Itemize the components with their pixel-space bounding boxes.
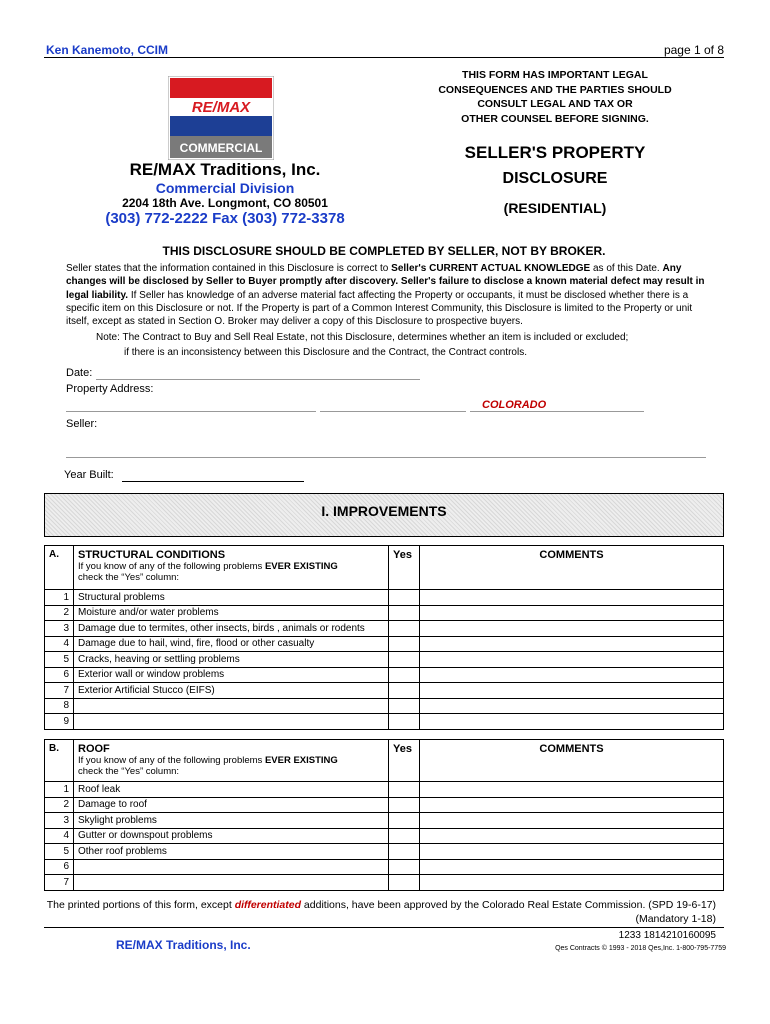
row-item [74,859,389,875]
yes-checkbox-cell[interactable] [389,621,420,637]
row-number: 1 [45,590,74,606]
yes-checkbox-cell[interactable] [389,859,420,875]
table-row [45,828,724,844]
table-row [45,844,724,860]
row-item [74,875,389,891]
table-row [45,782,724,798]
comments-cell[interactable] [420,605,724,621]
table-row [45,590,724,606]
comments-cell[interactable] [420,667,724,683]
comments-cell[interactable] [420,698,724,714]
table-row [45,813,724,829]
row-item: Structural problems [74,590,389,606]
agent-name: Ken Kanemoto, CCIM [46,43,169,57]
seller-label: Seller: [66,418,98,430]
comments-cell[interactable] [420,875,724,891]
date-field[interactable] [96,379,420,380]
row-number: 5 [45,844,74,860]
disclosure-heading: THIS DISCLOSURE SHOULD BE COMPLETED BY SELLER, NOT BY BROKER. [162,244,606,258]
row-item: Skylight problems [74,813,389,829]
yes-checkbox-cell[interactable] [389,875,420,891]
row-item: Damage to roof [74,797,389,813]
row-item: Gutter or downspout problems [74,828,389,844]
yes-checkbox-cell[interactable] [389,652,420,668]
yes-checkbox-cell[interactable] [389,683,420,699]
table-row [45,875,724,891]
row-number: 6 [45,667,74,683]
comments-column-header: COMMENTS [420,740,724,782]
copyright: Qes Contracts © 1993 - 2018 Qes,Inc. 1-800-795-7759 [555,945,726,952]
yes-checkbox-cell[interactable] [389,636,420,652]
row-number: 7 [45,875,74,891]
section-a-table [44,545,724,730]
form-id: 1233 1814210160095 [618,930,716,941]
yes-checkbox-cell[interactable] [389,714,420,730]
state-value: COLORADO [482,399,547,411]
yes-checkbox-cell[interactable] [389,828,420,844]
address-city-field[interactable] [320,411,466,412]
page-number: page 1 of 8 [663,43,724,57]
form-title: SELLER'S PROPERTY [464,143,646,162]
yes-checkbox-cell[interactable] [389,844,420,860]
comments-cell[interactable] [420,859,724,875]
row-item [74,698,389,714]
remax-commercial-logo [168,76,274,160]
row-number: 4 [45,636,74,652]
contract-note: Note: The Contract to Buy and Sell Real Estate, not this Disclosure, determines whether an item is included or excluded; if there is an inconsistency between this Disclosure and the Contract, the Contract controls. [96,332,629,358]
row-number: 4 [45,828,74,844]
row-item: Moisture and/or water problems [74,605,389,621]
comments-cell[interactable] [420,828,724,844]
table-row [45,667,724,683]
row-item: Exterior wall or window problems [74,667,389,683]
table-row [45,859,724,875]
header-divider [44,57,724,58]
comments-cell[interactable] [420,652,724,668]
property-address-label: Property Address: [66,383,154,395]
date-label: Date: [66,367,93,379]
row-item: Damage due to termites, other insects, birds , animals or rodents [74,621,389,637]
comments-column-header: COMMENTS [420,546,724,590]
row-number: 5 [45,652,74,668]
row-number: 3 [45,813,74,829]
year-built-field[interactable] [122,481,304,482]
row-number: 3 [45,621,74,637]
form-subtitle: (RESIDENTIAL) [503,200,607,216]
section-letter: A. [45,546,74,590]
comments-cell[interactable] [420,797,724,813]
yes-checkbox-cell[interactable] [389,813,420,829]
row-item: Exterior Artificial Stucco (EIFS) [74,683,389,699]
row-number: 6 [45,859,74,875]
row-item: Roof leak [74,782,389,798]
row-item: Cracks, heaving or settling problems [74,652,389,668]
comments-cell[interactable] [420,621,724,637]
approval-footer: The printed portions of this form, except differentiated additions, have been approved by the Colorado Real Estate Commission. (SPD 19-6-17) (Mandatory 1-18) [46,899,716,925]
improvements-banner: I. IMPROVEMENTS [44,493,724,537]
comments-cell[interactable] [420,683,724,699]
row-number: 1 [45,782,74,798]
yes-checkbox-cell[interactable] [389,782,420,798]
row-number: 2 [45,797,74,813]
section-b-table [44,739,724,891]
row-item: Damage due to hail, wind, fire, flood or other casualty [74,636,389,652]
row-number: 2 [45,605,74,621]
yes-checkbox-cell[interactable] [389,698,420,714]
table-row [45,683,724,699]
table-row [45,605,724,621]
legal-warning: THIS FORM HAS IMPORTANT LEGAL CONSEQUENCES AND THE PARTIES SHOULD CONSULT LEGAL AND TAX OR OTHER COUNSEL BEFORE SIGNING. [438,69,672,125]
row-item [74,714,389,730]
table-row [45,714,724,730]
section-letter: B. [45,740,74,782]
comments-cell[interactable] [420,714,724,730]
row-number: 7 [45,683,74,699]
table-row [45,698,724,714]
seller-field[interactable] [66,457,706,458]
yes-column-header: Yes [389,740,420,782]
section-header: ROOF If you know of any of the following problems EVER EXISTING check the “Yes” column: [74,740,389,782]
comments-cell[interactable] [420,844,724,860]
disclosure-paragraph: Seller states that the information contained in this Disclosure is correct to Seller's CURRENT ACTUAL KNOWLEDGE as of this Date. Any changes will be disclosed by Seller to Buyer promptly after discovery. Seller's failure to disclose a known material defect may result in legal liability. If Seller has knowledge of an adverse material fact affecting the Property or occupants, it must be disclosed whether there is a specific item on this Disclosure or not. If the Property is part of a Common Interest Community, this Disclosure is limited to the Property or unit itself, except as stated in Section O. Broker may deliver a copy of this Disclosure to prospective buyers. [66,263,705,328]
yes-column-header: Yes [389,546,420,590]
row-item: Other roof problems [74,844,389,860]
yes-checkbox-cell[interactable] [389,605,420,621]
comments-cell[interactable] [420,813,724,829]
svg-text:COMMERCIAL: COMMERCIAL [179,141,263,155]
year-built-label: Year Built: [64,469,114,481]
section-header: STRUCTURAL CONDITIONS If you know of any of the following problems EVER EXISTING check the “Yes” column: [74,546,389,590]
comments-cell[interactable] [420,636,724,652]
comments-cell[interactable] [420,590,724,606]
row-number: 8 [45,698,74,714]
row-number: 9 [45,714,74,730]
table-row [45,652,724,668]
address-state-field[interactable] [470,411,644,412]
firm-block: RE/MAX Traditions, Inc. Commercial Division 2204 18th Ave. Longmont, CO 80501 (303) 772-2222 Fax (303) 772-3378 [105,160,345,227]
comments-cell[interactable] [420,782,724,798]
form-title-line2: DISCLOSURE [502,170,608,187]
yes-checkbox-cell[interactable] [389,797,420,813]
footer-firm: RE/MAX Traditions, Inc. [116,938,251,952]
address-street-field[interactable] [66,411,316,412]
footer-divider [44,927,724,928]
table-row [45,797,724,813]
yes-checkbox-cell[interactable] [389,590,420,606]
yes-checkbox-cell[interactable] [389,667,420,683]
table-row [45,621,724,637]
table-row [45,636,724,652]
svg-text:RE/MAX: RE/MAX [191,99,251,116]
